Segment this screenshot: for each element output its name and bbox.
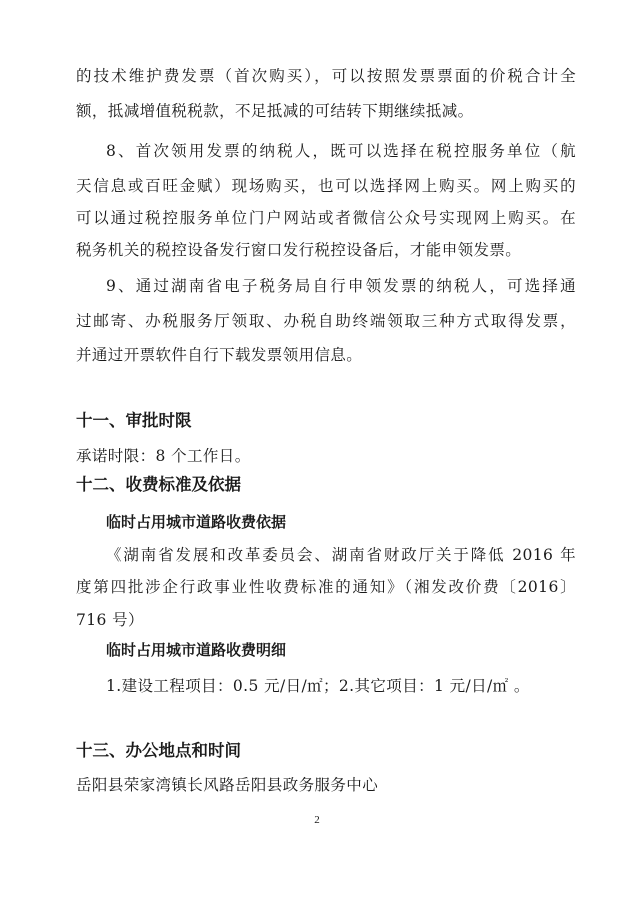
fee-detail-title: 临时占用城市道路收费明细 (106, 641, 287, 659)
fee-basis-line-1: 《湖南省发展和改革委员会、湖南省财政厅关于降低 2016 年 (106, 546, 576, 564)
paragraph-8-line-4: 税务机关的税控设备发行窗口发行税控设备后，才能申领发票。 (76, 241, 522, 259)
paragraph-7-line-2: 额，抵减增值税税款，不足抵减的可结转下期继续抵减。 (76, 102, 474, 120)
approval-time-text: 承诺时限：8 个工作日。 (76, 447, 251, 465)
paragraph-8-line-3: 可以通过税控服务单位门户网站或者微信公众号实现网上购买。在 (76, 209, 576, 227)
section-12-heading: 十二、收费标准及依据 (76, 475, 241, 494)
section-11-heading: 十一、审批时限 (76, 411, 192, 430)
paragraph-8-line-1: 8、首次领用发票的纳税人，既可以选择在税控服务单位（航 (106, 142, 576, 160)
fee-detail-text: 1.建设工程项目：0.5 元/日/㎡；2.其它项目：1 元/日/㎡ 。 (106, 677, 530, 695)
paragraph-9-line-2: 过邮寄、办税服务厅领取、办税自助终端领取三种方式取得发票， (76, 312, 576, 330)
paragraph-7-line-1: 的技术维护费发票（首次购买），可以按照发票票面的价税合计全 (76, 67, 576, 85)
page-number: 2 (314, 814, 320, 826)
paragraph-9-line-3: 并通过开票软件自行下载发票领用信息。 (76, 346, 363, 364)
fee-basis-title: 临时占用城市道路收费依据 (106, 513, 287, 531)
fee-basis-line-3: 716 号） (76, 611, 144, 629)
office-location-text: 岳阳县荣家湾镇长风路岳阳县政务服务中心 (76, 776, 379, 794)
paragraph-9-line-1: 9、通过湖南省电子税务局自行申领发票的纳税人，可选择通 (106, 277, 576, 295)
section-13-heading: 十三、办公地点和时间 (76, 741, 241, 760)
fee-basis-line-2: 度第四批涉企行政事业性收费标准的通知》（湘发改价费〔2016〕 (76, 578, 576, 596)
paragraph-8-line-2: 天信息或百旺金赋）现场购买，也可以选择网上购买。网上购买的 (76, 177, 576, 195)
